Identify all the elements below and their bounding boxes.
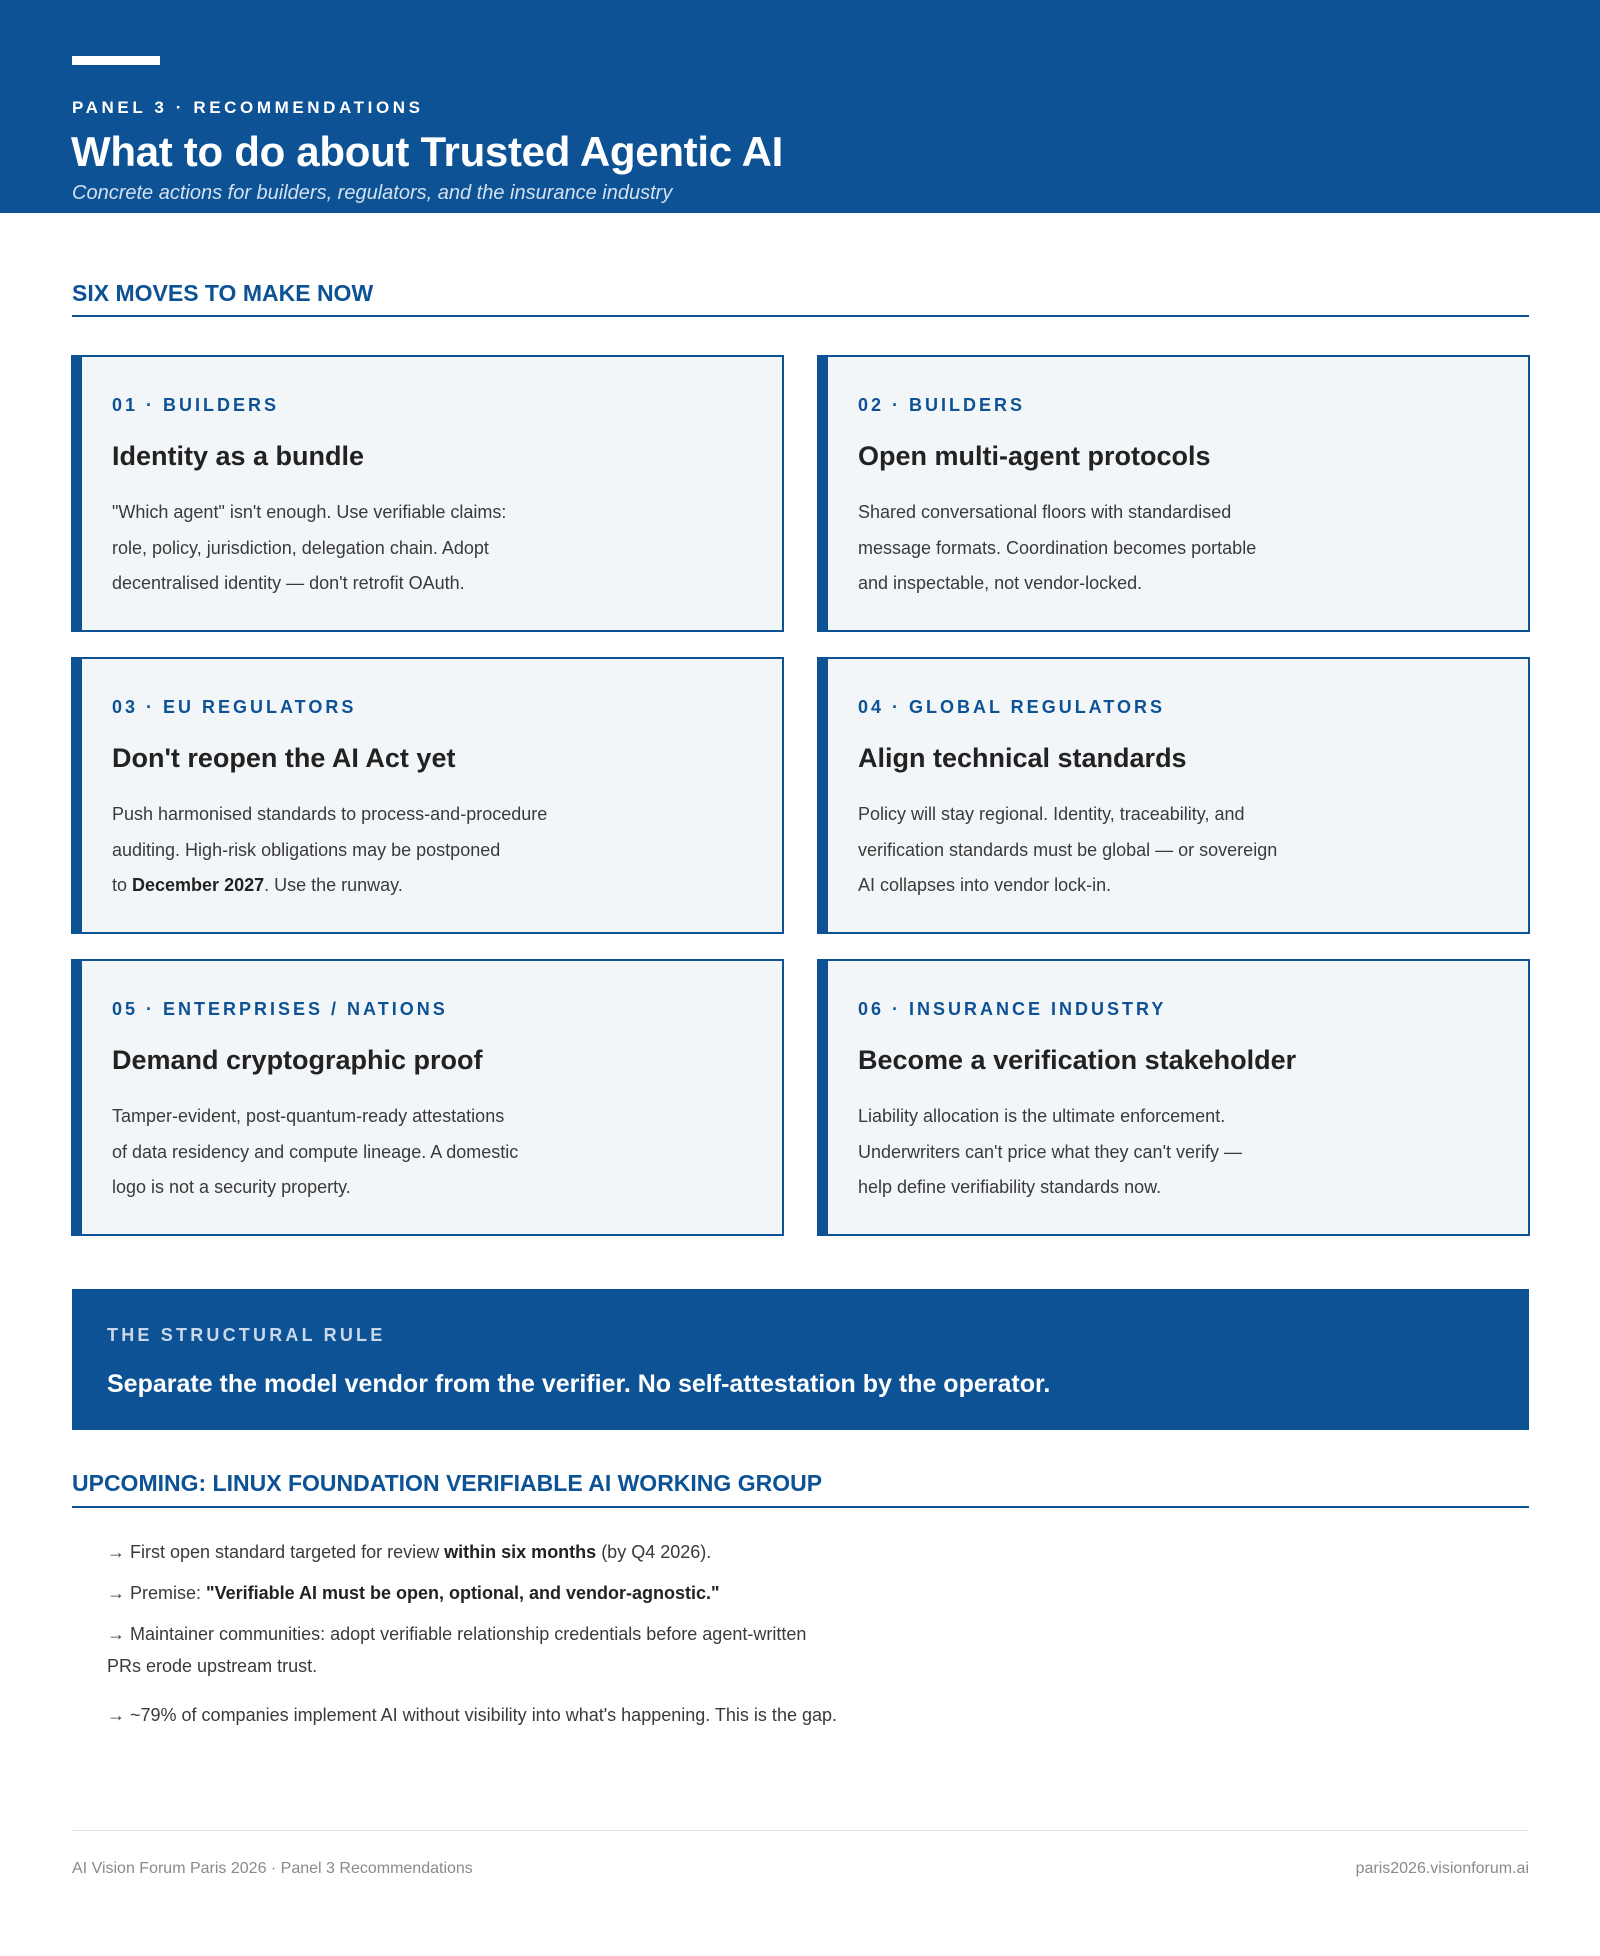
moves-heading-text: SIX MOVES TO MAKE NOW (72, 280, 374, 306)
card-body (112, 495, 712, 602)
list-item (107, 1577, 907, 1609)
move-card-06 (817, 959, 1530, 1236)
move-card-02 (817, 355, 1530, 632)
card-title: Align technical standards (858, 743, 1187, 773)
upcoming-bullet-list (107, 1536, 907, 1740)
bullet-text: → First open standard targeted for review (107, 1542, 445, 1562)
card-body-line: logo is not a security property. (112, 1177, 351, 1197)
card-body (112, 797, 712, 904)
card-body-line: of data residency and compute lineage. A domestic (112, 1141, 519, 1162)
move-card-04 (817, 657, 1530, 934)
card-body-line: role, policy, jurisdiction, delegation chain. Adopt (112, 537, 489, 558)
card-body-line: Liability allocation is the ultimate enforcement. (858, 1106, 1226, 1126)
page-title: What to do about Trusted Agentic AI (71, 128, 784, 175)
card-title: Become a verification stakeholder (858, 1045, 1297, 1075)
bullet-text: → Premise: (107, 1583, 207, 1603)
bullet-emphasis: "Verifiable AI must be open, optional, and vendor-agnostic." (206, 1583, 720, 1603)
footer-divider (72, 1830, 1529, 1831)
header-accent-rule (72, 56, 160, 65)
footer-credit: AI Vision Forum Paris 2026 · Panel 3 Recommendations (72, 1860, 473, 1877)
card-body-line: Underwriters can't price what they can't verify — (858, 1141, 1243, 1162)
card-tag: 05 · ENTERPRISES / NATIONS (112, 999, 448, 1019)
card-tag: 03 · EU REGULATORS (112, 697, 357, 717)
list-item (107, 1699, 907, 1731)
structural-rule-label: THE STRUCTURAL RULE (107, 1325, 386, 1345)
card-body-text: . Use the runway. (264, 875, 403, 895)
structural-rule-text: Separate the model vendor from the verifier. No self-attestation by the operator. (107, 1370, 1051, 1398)
card-body-line: help define verifiability standards now. (858, 1177, 1162, 1197)
footer-url: paris2026.visionforum.ai (1355, 1860, 1529, 1877)
structural-rule-callout (72, 1289, 1529, 1430)
card-body-line: "Which agent" isn't enough. Use verifiable claims: (112, 502, 507, 522)
card-body-line: Policy will stay regional. Identity, traceability, and (858, 804, 1245, 824)
page-header (0, 0, 1600, 213)
upcoming-section-heading (72, 1470, 1529, 1508)
bullet-text: → Maintainer communities: adopt verifiable relationship credentials before agent-written (107, 1624, 807, 1644)
move-card-03 (71, 657, 784, 934)
card-body (858, 495, 1458, 602)
card-body-line (112, 868, 712, 904)
card-body-line: verification standards must be global — or sovereign (858, 839, 1278, 860)
list-item (107, 1618, 907, 1682)
card-body-line: message formats. Coordination becomes portable (858, 537, 1257, 558)
card-tag: 01 · BUILDERS (112, 395, 280, 415)
card-title: Identity as a bundle (112, 441, 365, 471)
card-body-line: Tamper-evident, post-quantum-ready attestations (112, 1106, 505, 1126)
card-title: Open multi-agent protocols (858, 441, 1211, 471)
card-body-line: auditing. High-risk obligations may be postponed (112, 839, 501, 860)
card-tag: 06 · INSURANCE INDUSTRY (858, 999, 1167, 1019)
bullet-emphasis: within six months (444, 1542, 597, 1562)
list-item (107, 1536, 907, 1568)
card-tag: 02 · BUILDERS (858, 395, 1026, 415)
bullet-text: PRs erode upstream trust. (107, 1656, 318, 1676)
card-body (858, 797, 1458, 904)
bullet-text: (by Q4 2026). (596, 1542, 712, 1562)
upcoming-heading-text: UPCOMING: LINUX FOUNDATION VERIFIABLE AI WORKING GROUP (72, 1470, 823, 1496)
card-body-line: Push harmonised standards to process-and-procedure (112, 804, 548, 824)
bullet-text: → ~79% of companies implement AI without visibility into what's happening. This is the gap. (107, 1705, 837, 1725)
card-title: Demand cryptographic proof (112, 1045, 483, 1075)
card-body-line: AI collapses into vendor lock-in. (858, 875, 1112, 895)
card-title: Don't reopen the AI Act yet (112, 743, 456, 773)
page-subtitle: Concrete actions for builders, regulators, and the insurance industry (72, 182, 673, 204)
move-card-01 (71, 355, 784, 632)
card-tag: 04 · GLOBAL REGULATORS (858, 697, 1166, 717)
card-body (858, 1099, 1458, 1206)
card-body-text: to (112, 875, 133, 895)
deadline-date: December 2027 (132, 875, 265, 895)
card-body-line: decentralised identity — don't retrofit OAuth. (112, 573, 465, 593)
moves-section-heading (72, 280, 1529, 317)
card-body (112, 1099, 712, 1206)
card-body-line: and inspectable, not vendor-locked. (858, 573, 1143, 593)
header-eyebrow: PANEL 3 · RECOMMENDATIONS (72, 98, 424, 117)
card-body-line: Shared conversational floors with standardised (858, 502, 1232, 522)
move-card-05 (71, 959, 784, 1236)
